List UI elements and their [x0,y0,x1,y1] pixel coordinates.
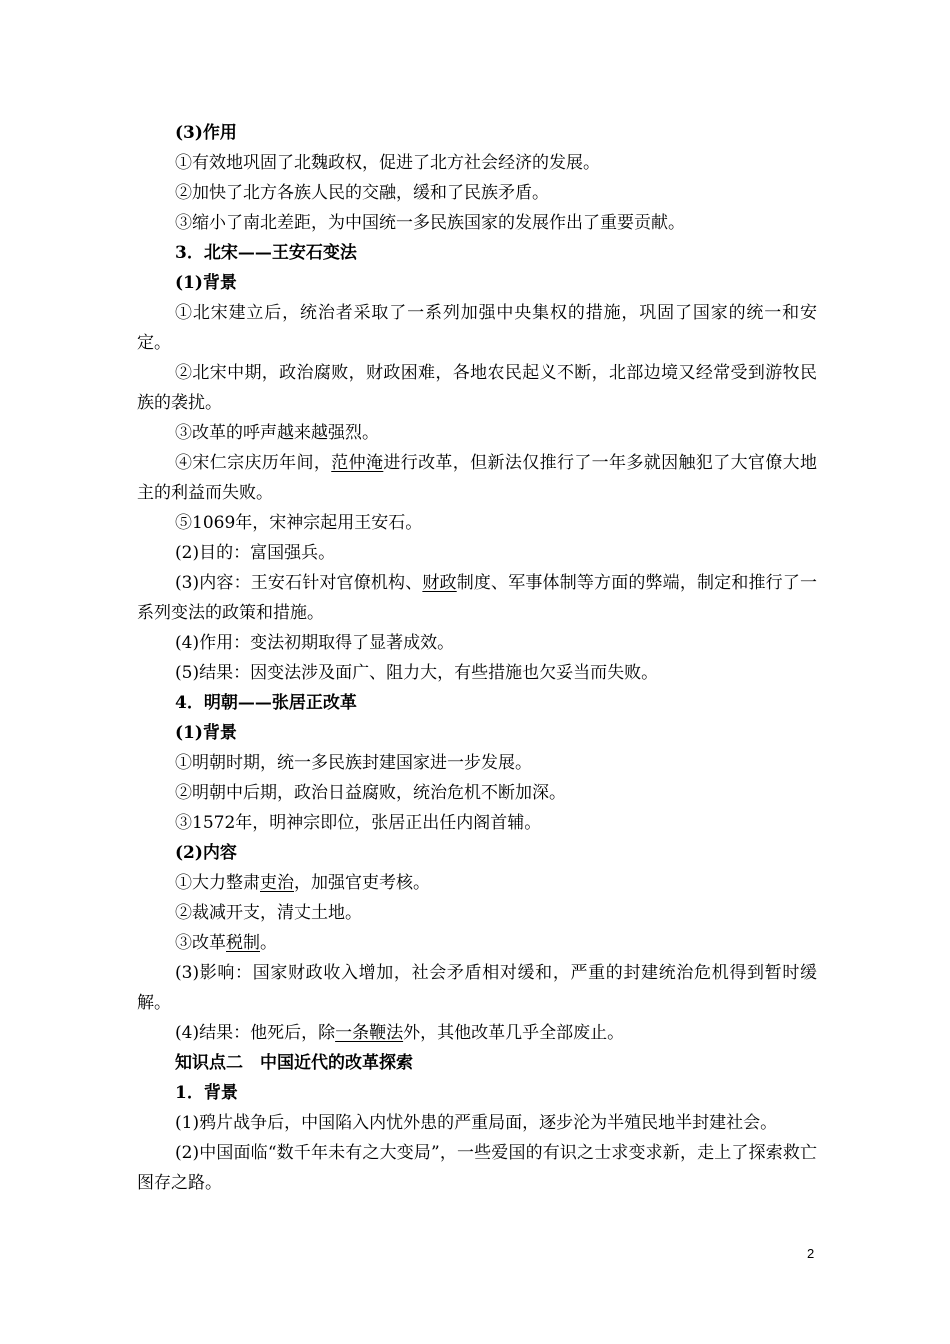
document-body [137,118,817,1198]
heading-knowledge-point-two: 知识点二 中国近代的改革探索 [175,1053,413,1073]
text-run: 外，其他改革几乎全部废止。 [403,1023,625,1043]
text-run: (3)内容：王安石针对官僚机构、 [175,573,423,593]
list-item [137,448,817,508]
list-item [137,928,817,958]
heading-northern-song-reform: 3．北宋——王安石变法 [175,243,357,263]
list-item: ③1572年，明神宗即位，张居正出任内阁首辅。 [175,813,542,833]
underlined-term-tax-system: 税制 [226,933,260,953]
text-run: 进行改革，但新法仅推行了一年多就因触犯了大官僚大地主的利益而失败。 [137,453,818,503]
text-run: ③改革 [175,933,226,953]
page-number: 2 [807,1246,815,1261]
list-item: ②明朝中后期，政治日益腐败，统治危机不断加深。 [175,783,566,803]
heading-ming-reform: 4．明朝——张居正改革 [175,693,357,713]
underlined-term-finance: 财政 [422,573,457,593]
list-item [137,868,817,898]
paragraph: (1)鸦片战争后，中国陷入内忧外患的严重局面，逐步沦为半殖民地半封建社会。 [175,1113,778,1133]
text-run: 制度、军事体制等方面的弊端，制定和推行了一系列变法的政策和措施。 [137,573,817,623]
heading-background: 1．背景 [175,1083,238,1103]
section-heading-content: (2)内容 [175,843,237,863]
section-heading-effect: (3)作用 [175,123,237,143]
list-item: ③缩小了南北差距，为中国统一多民族国家的发展作出了重要贡献。 [175,213,685,233]
section-result [137,1018,817,1048]
underlined-term-fan-zhongyan: 范仲淹 [331,453,384,473]
text-run: (4)结果：他死后，除 [175,1023,336,1043]
list-item: ①明朝时期，统一多民族封建国家进一步发展。 [175,753,532,773]
list-item: ③改革的呼声越来越强烈。 [175,423,379,443]
underlined-term-single-whip-law: 一条鞭法 [335,1023,404,1043]
section-heading-background: (1)背景 [175,273,237,293]
section-heading-background: (1)背景 [175,723,237,743]
text-run: ④宋仁宗庆历年间， [175,453,332,473]
list-item: ②北宋中期，政治腐败，财政困难，各地农民起义不断，北部边境又经常受到游牧民族的袭扰。 [137,363,817,413]
text-run: ①大力整肃 [175,873,260,893]
list-item: ②加快了北方各族人民的交融，缓和了民族矛盾。 [175,183,549,203]
section-effect: (4)作用：变法初期取得了显著成效。 [175,633,455,653]
text-run: 。 [260,933,277,953]
paragraph: (2)中国面临“数千年未有之大变局”，一些爱国的有识之士求变求新，走上了探索救亡图存之路。 [137,1143,817,1193]
list-item: ①有效地巩固了北魏政权，促进了北方社会经济的发展。 [175,153,600,173]
list-item: ⑤1069年，宋神宗起用王安石。 [175,513,423,533]
text-run: ，加强官吏考核。 [294,873,430,893]
section-content [137,568,817,628]
list-item: ②裁减开支，清丈土地。 [175,903,362,923]
section-result: (5)结果：因变法涉及面广、阻力大，有些措施也欠妥当而失败。 [175,663,659,683]
section-purpose: (2)目的：富国强兵。 [175,543,336,563]
section-influence: (3)影响：国家财政收入增加，社会矛盾相对缓和，严重的封建统治危机得到暂时缓解。 [137,963,817,1013]
list-item: ①北宋建立后，统治者采取了一系列加强中央集权的措施，巩固了国家的统一和安定。 [137,303,817,353]
underlined-term-officials: 吏治 [260,873,294,893]
